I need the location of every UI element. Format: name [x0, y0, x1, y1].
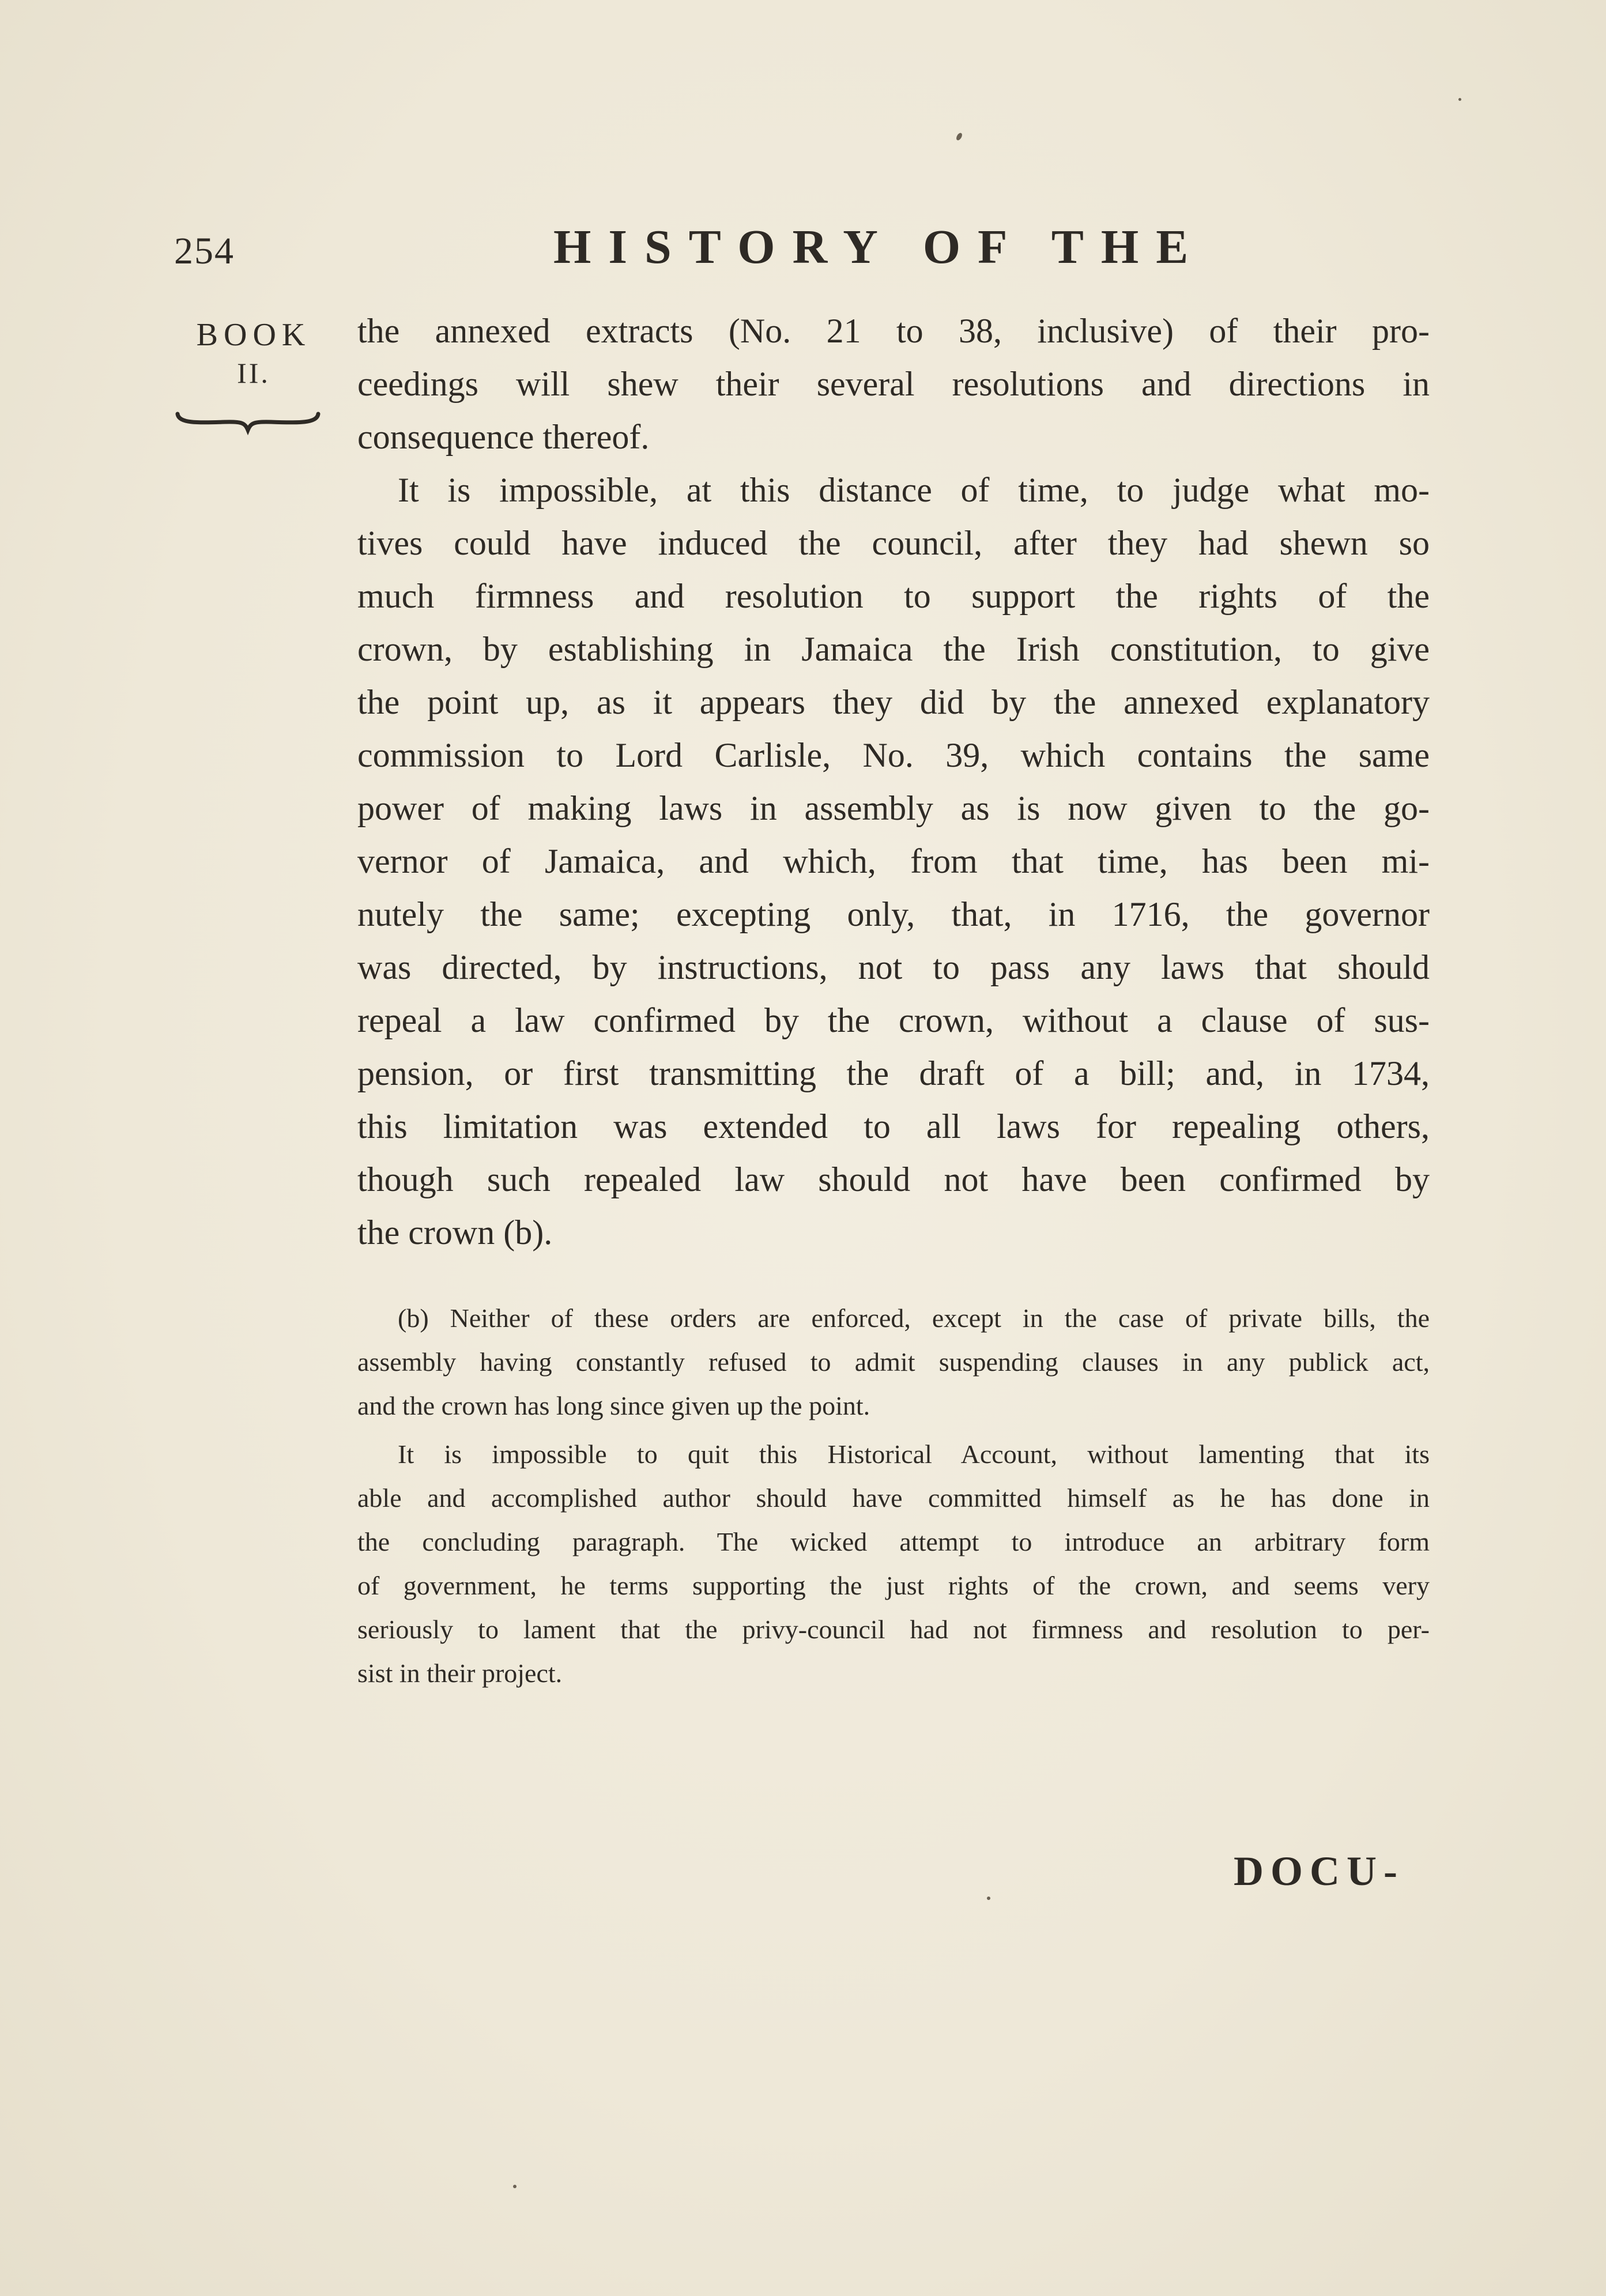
- body-line: It is impossible, at this distance of time, to judge what mo-: [398, 471, 1430, 509]
- footnote-line: assembly having constantly refused to admit suspending clauses in any publick act,: [357, 1347, 1430, 1377]
- body-line: nutely the same; excepting only, that, in 1716, the governor: [357, 895, 1430, 933]
- margin-note: [173, 316, 334, 392]
- margin-note-volume: II.: [237, 357, 270, 389]
- footnote-line: sist in their project.: [357, 1658, 563, 1688]
- footnote-line: (b) Neither of these orders are enforced, except in the case of private bills, the: [398, 1303, 1430, 1333]
- body-line: pension, or first transmitting the draft of a bill; and, in 1734,: [357, 1054, 1430, 1092]
- footnote-line: of government, he terms supporting the just rights of the crown, and seems very: [357, 1571, 1430, 1600]
- body-line: repeal a law confirmed by the crown, without a clause of sus-: [357, 1001, 1430, 1039]
- margin-brace-icon: [173, 404, 323, 438]
- body-line: though such repealed law should not have been confirmed by: [357, 1160, 1430, 1198]
- paper-speck: [1458, 98, 1461, 101]
- body-line: much firmness and resolution to support the rights of the: [357, 577, 1430, 615]
- body-line: vernor of Jamaica, and which, from that time, has been mi-: [357, 842, 1430, 880]
- body-line: the point up, as it appears they did by the annexed explanatory: [357, 683, 1430, 721]
- body-line: tives could have induced the council, after they had shewn so: [357, 524, 1430, 562]
- body-line: this limitation was extended to all laws for repealing others,: [357, 1107, 1430, 1145]
- body-line: power of making laws in assembly as is now given to the go-: [357, 789, 1430, 827]
- footnote-line: and the crown has long since given up the point.: [357, 1391, 870, 1420]
- body-line: ceedings will shew their several resolutions and directions in: [357, 365, 1430, 403]
- body-line: was directed, by instructions, not to pass any laws that should: [357, 948, 1430, 986]
- body-line: the annexed extracts (No. 21 to 38, inclusive) of their pro-: [357, 312, 1430, 350]
- footnote-line: able and accomplished author should have committed himself as he has done in: [357, 1483, 1430, 1513]
- paper-speck: [987, 1897, 990, 1900]
- catchword: DOCU-: [1234, 1848, 1404, 1894]
- margin-note-book: BOOK: [196, 317, 311, 353]
- body-line: crown, by establishing in Jamaica the Irish constitution, to give: [357, 630, 1430, 668]
- body-line: consequence thereof.: [357, 418, 650, 456]
- running-title: HISTORY OF THE: [553, 220, 1206, 274]
- page-number: 254: [174, 230, 235, 272]
- footnote-line: seriously to lament that the privy-council had not firmness and resolution to per-: [357, 1615, 1430, 1644]
- footnote-line: It is impossible to quit this Historical Account, without lamenting that its: [398, 1439, 1430, 1469]
- body-line: commission to Lord Carlisle, No. 39, which contains the same: [357, 736, 1430, 774]
- body-line: the crown (b).: [357, 1213, 553, 1251]
- footnote-line: the concluding paragraph. The wicked attempt to introduce an arbitrary form: [357, 1527, 1430, 1556]
- paper-speck: [955, 132, 963, 141]
- paper-speck: [513, 2185, 517, 2188]
